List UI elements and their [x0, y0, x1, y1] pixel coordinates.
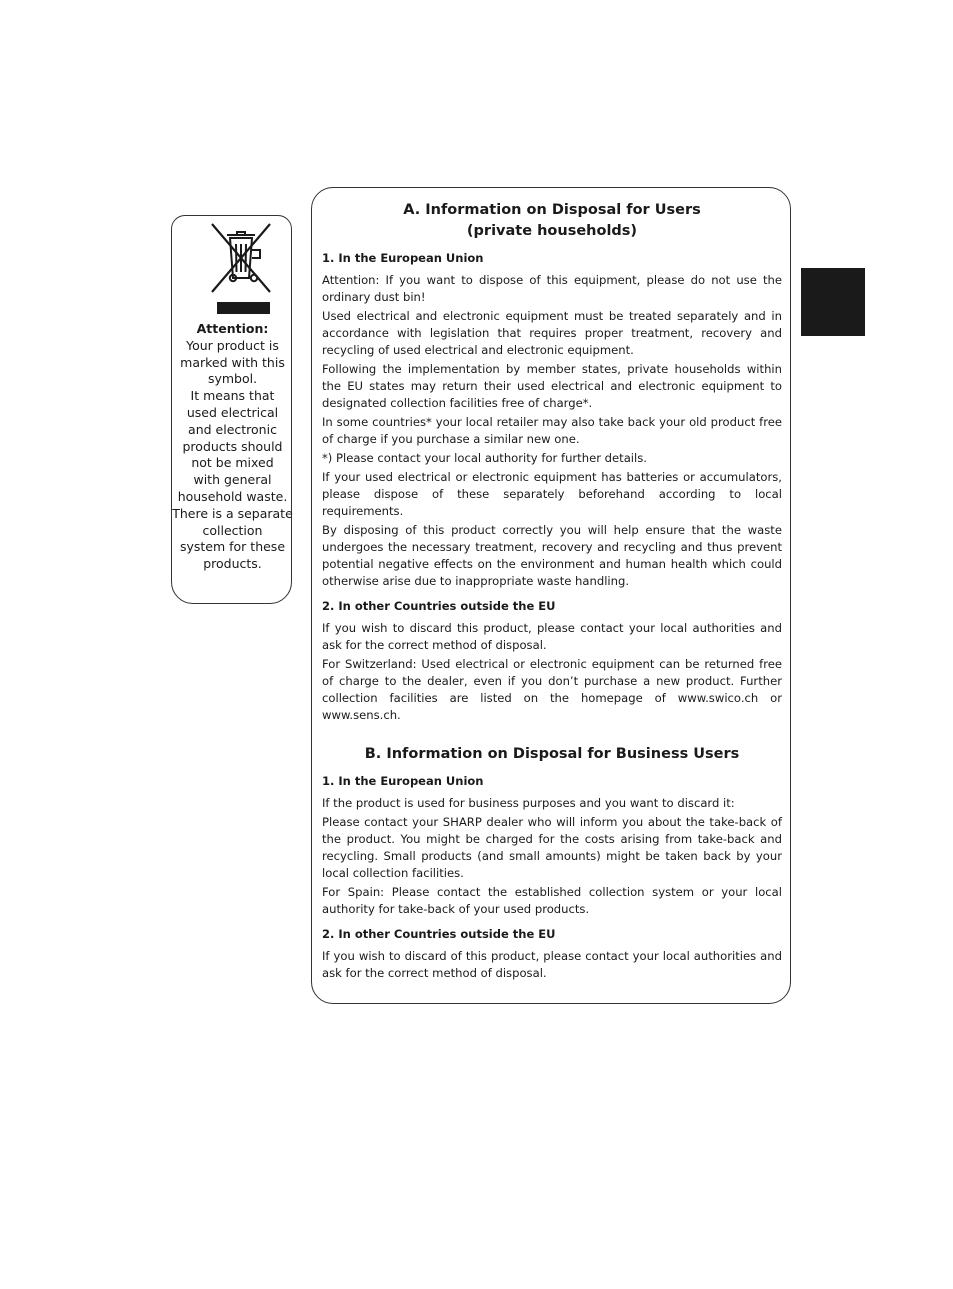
paragraph: If you wish to discard this product, please contact your local authorities and ask for the correct method of disposal.	[322, 621, 782, 652]
attention-line: products should	[182, 438, 283, 454]
section-a-title-line2: (private households)	[466, 223, 638, 239]
disposal-info-box	[311, 187, 791, 1004]
attention-line: household waste.	[177, 488, 288, 504]
attention-line: Your product is	[186, 337, 279, 353]
paragraph: Attention: If you want to dispose of this equipment, please do not use the ordinary dust bin!	[322, 273, 782, 304]
attention-line: and electronic	[188, 421, 277, 437]
section-b-outside-eu-heading: 2. In other Countries outside the EU	[322, 927, 556, 941]
attention-line: products.	[203, 556, 262, 572]
section-a-title	[322, 200, 782, 242]
section-a-title-line1: A. Information on Disposal for Users	[403, 202, 701, 218]
attention-line: marked with this	[180, 354, 285, 370]
attention-line: with general	[193, 472, 272, 488]
attention-label: Attention:	[196, 321, 269, 336]
attention-line: used electrical	[186, 404, 279, 420]
paragraph: Used electrical and electronic equipment must be treated separately and in accordance with legislation that requires proper treatment, recovery and recycling of used electrical and electronic equipment.	[322, 309, 782, 357]
paragraph: For Spain: Please contact the established collection system or your local authority for take-back of your used products.	[322, 885, 782, 916]
solid-bar-marker	[217, 302, 270, 314]
crossed-out-wheeled-bin-icon	[208, 220, 274, 296]
attention-text	[172, 321, 293, 573]
paragraph: *) Please contact your local authority for further details.	[322, 451, 647, 465]
paragraph: For Switzerland: Used electrical or electronic equipment can be returned free of charge to the dealer, even if you don’t purchase a new product. Further collection facilities are listed on the homepage of www.swico.ch or www.sens.ch.	[322, 657, 782, 722]
attention-line: system for these	[179, 539, 286, 555]
section-a-eu-heading: 1. In the European Union	[322, 251, 484, 265]
paragraph: Following the implementation by member states, private households within the EU states may return their used electrical and electronic equipment to designated collection facilities free of charge*.	[322, 362, 782, 410]
attention-line: symbol.	[207, 371, 258, 387]
attention-line: It means that	[190, 388, 275, 404]
paragraph: If the product is used for business purposes and you want to discard it:	[322, 796, 735, 810]
attention-line: There is a separate	[172, 505, 293, 521]
language-tab-marker	[801, 268, 865, 336]
attention-line: collection	[202, 522, 263, 538]
section-b-eu-heading: 1. In the European Union	[322, 774, 484, 788]
section-b-title: B. Information on Disposal for Business Users	[364, 746, 740, 762]
paragraph: If you wish to discard of this product, please contact your local authorities and ask for the correct method of disposal.	[322, 949, 782, 980]
paragraph: If your used electrical or electronic equipment has batteries or accumulators, please dispose of these separately beforehand according to local requirements.	[322, 470, 782, 518]
paragraph: In some countries* your local retailer may also take back your old product free of charge if you purchase a similar new one.	[322, 415, 782, 446]
weee-symbol-panel	[171, 215, 292, 604]
attention-line: not be mixed	[191, 455, 274, 471]
paragraph: Please contact your SHARP dealer who will inform you about the take-back of the product. You might be charged for the costs arising from take-back and recycling. Small products (and small amounts) might be taken back by your local collection facilities.	[322, 815, 782, 880]
section-a-outside-eu-heading: 2. In other Countries outside the EU	[322, 599, 556, 613]
paragraph: By disposing of this product correctly you will help ensure that the waste undergoes the necessary treatment, recovery and recycling and thus prevent potential negative effects on the environment and human health which could otherwise arise due to inappropriate waste handling.	[322, 523, 782, 588]
